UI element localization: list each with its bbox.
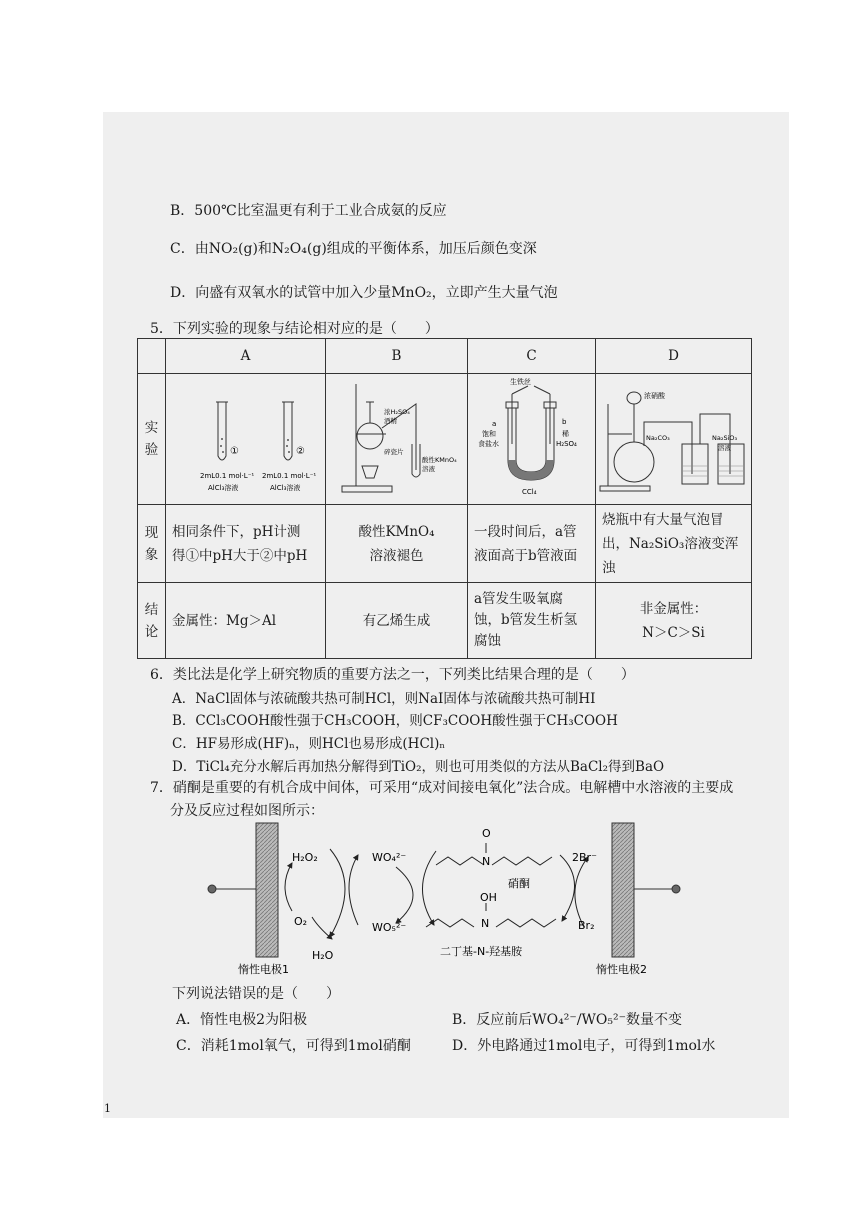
q7-question: 下列说法错误的是（ ） bbox=[172, 986, 340, 1002]
label-o2: O₂ bbox=[294, 915, 308, 928]
label-oh: OH bbox=[480, 891, 497, 904]
label-b-chips: 碎瓷片 bbox=[384, 448, 404, 456]
label-c-dilute: 稀 bbox=[562, 430, 569, 438]
figure-b bbox=[326, 374, 468, 505]
label-wo4: WO₄²⁻ bbox=[372, 851, 407, 864]
label-d-na2co3: Na₂CO₃ bbox=[646, 434, 670, 442]
col-header-d: D bbox=[596, 339, 752, 374]
conclusion-b: 有乙烯生成 bbox=[326, 583, 468, 659]
phenomenon-c-line2: 液面高于b管液面 bbox=[474, 547, 578, 564]
label-h2o2: H₂O₂ bbox=[292, 851, 318, 864]
label-b-h2so4: 浓H₂SO₄ bbox=[384, 408, 410, 416]
electrode-1 bbox=[256, 823, 278, 957]
label-a2: ② bbox=[296, 446, 305, 457]
phenomenon-a-line2: 得①中pH大于②中pH bbox=[172, 547, 308, 564]
figure-a bbox=[166, 374, 326, 505]
phenomenon-c bbox=[468, 505, 596, 583]
label-n-bottom: N bbox=[481, 917, 490, 930]
label-b-ethanol: 酒精 bbox=[384, 417, 397, 425]
q6-option-d: D．TiCl₄充分水解后再加热分解得到TiO₂，则也可用类似的方法从BaCl₂得到BaO bbox=[172, 759, 665, 775]
label-nitrone: 硝酮 bbox=[508, 877, 530, 890]
label-c-a: a bbox=[492, 420, 497, 428]
q6-stem: 6．类比法是化学上研究物质的重要方法之一，下列类比结果合理的是（ ） bbox=[150, 667, 635, 683]
label-d-nitric-acid: 浓硝酸 bbox=[644, 392, 665, 400]
conclusion-d bbox=[596, 583, 752, 659]
figure-c bbox=[468, 374, 596, 505]
q6-option-a: A．NaCl固体与浓硫酸共热可制HCl，则NaI固体与浓硫酸共热可制HI bbox=[172, 691, 596, 707]
conclusion-a: 金属性：Mg＞Al bbox=[166, 583, 326, 659]
phenomenon-d bbox=[596, 505, 752, 583]
conclusion-c-line2: 蚀，b管发生析氢 bbox=[474, 612, 578, 628]
phenomenon-b-line1: 酸性KMnO₄ bbox=[358, 523, 435, 540]
corner-cell bbox=[138, 339, 166, 374]
q7-stem-line1: 7．硝酮是重要的有机合成中间体，可采用“成对间接电氧化”法合成。电解槽中水溶液的主要成 bbox=[150, 780, 734, 796]
label-c-ccl4: CCl₄ bbox=[522, 488, 537, 496]
conclusion-d-line1: 非金属性： bbox=[639, 600, 708, 617]
q6-option-c: C．HF易形成(HF)ₙ，则HCl也易形成(HCl)ₙ bbox=[172, 736, 446, 752]
q6-option-b: B．CCl₃COOH酸性强于CH₃COOH，则CF₃COOH酸性强于CH₃COOH bbox=[172, 713, 618, 729]
label-a-sol1: AlCl₃溶液 bbox=[208, 484, 239, 492]
q7-option-d: D．外电路通过1mol电子，可得到1mol水 bbox=[452, 1038, 716, 1054]
conclusion-c-line1: a管发生吸氧腐 bbox=[474, 591, 564, 607]
label-o-top: O bbox=[482, 827, 491, 840]
q4-option-b: B．500℃比室温更有利于工业合成氨的反应 bbox=[170, 203, 447, 219]
label-a-conc1: 2mL0.1 mol·L⁻¹ bbox=[200, 472, 255, 480]
phenomenon-a bbox=[166, 505, 326, 583]
q4-option-d: D．向盛有双氧水的试管中加入少量MnO₂，立即产生大量气泡 bbox=[170, 285, 558, 301]
label-a-sol2: AlCl₃溶液 bbox=[270, 484, 301, 492]
label-n-top: N bbox=[482, 855, 491, 868]
q7-option-a: A．惰性电极2为阳极 bbox=[176, 1012, 308, 1028]
terminal-2 bbox=[672, 885, 680, 893]
label-a1: ① bbox=[230, 446, 239, 457]
electrode-2 bbox=[612, 823, 634, 957]
label-c-iron-wire: 生铁丝 bbox=[510, 378, 531, 386]
col-header-c: C bbox=[468, 339, 596, 374]
col-header-a: A bbox=[166, 339, 326, 374]
phenomenon-d-line2: 出，Na₂SiO₃溶液变浑浊 bbox=[602, 535, 739, 576]
conclusion-d-line2: N＞C＞Si bbox=[642, 624, 705, 641]
q4-option-c: C．由NO₂(g)和N₂O₄(g)组成的平衡体系，加压后颜色变深 bbox=[170, 241, 537, 257]
q7-reaction-diagram bbox=[200, 815, 690, 975]
phenomenon-b-line2: 溶液褪色 bbox=[369, 547, 424, 564]
label-br-minus: 2Br⁻ bbox=[572, 851, 597, 864]
page-number: 1 bbox=[104, 1102, 111, 1115]
label-b-kmno4: 酸性KMnO₄ bbox=[422, 456, 457, 464]
col-header-b: B bbox=[326, 339, 468, 374]
conclusion-c bbox=[468, 583, 596, 659]
label-b-solution: 溶液 bbox=[422, 465, 435, 473]
q7-option-b: B．反应前后WO₄²⁻/WO₅²⁻数量不变 bbox=[452, 1012, 682, 1028]
q5-table bbox=[137, 338, 752, 659]
label-d-solution: 溶液 bbox=[718, 444, 731, 452]
q7-option-c: C．消耗1mol氧气，可得到1mol硝酮 bbox=[176, 1038, 411, 1054]
label-c-brine: 食盐水 bbox=[478, 440, 499, 448]
label-c-h2so4: H₂SO₄ bbox=[556, 440, 577, 448]
label-wo5: WO₅²⁻ bbox=[372, 921, 407, 934]
conclusion-c-line3: 腐蚀 bbox=[474, 633, 501, 649]
label-h2o: H₂O bbox=[312, 949, 334, 962]
label-d-na2sio3: Na₂SiO₃ bbox=[712, 434, 738, 442]
label-hydroxylamine: 二丁基-N-羟基胺 bbox=[440, 945, 523, 958]
row-label-experiment: 实 验 bbox=[138, 374, 166, 505]
figure-d bbox=[596, 374, 752, 505]
phenomenon-b bbox=[326, 505, 468, 583]
label-a-conc2: 2mL0.1 mol·L⁻¹ bbox=[262, 472, 317, 480]
label-electrode-1: 惰性电极1 bbox=[238, 963, 289, 975]
row-label-phenomenon: 现 象 bbox=[138, 505, 166, 583]
label-br2: Br₂ bbox=[578, 919, 595, 932]
phenomenon-c-line1: 一段时间后，a管 bbox=[474, 523, 577, 540]
label-c-b: b bbox=[562, 418, 567, 426]
terminal-1 bbox=[208, 885, 216, 893]
phenomenon-a-line1: 相同条件下，pH计测 bbox=[172, 523, 301, 540]
label-electrode-2: 惰性电极2 bbox=[596, 963, 647, 975]
q5-stem: 5．下列实验的现象与结论相对应的是（ ） bbox=[150, 321, 439, 337]
phenomenon-d-line1: 烧瓶中有大量气泡冒 bbox=[602, 511, 724, 528]
row-label-conclusion: 结 论 bbox=[138, 583, 166, 659]
label-c-saturated: 饱和 bbox=[482, 430, 496, 438]
q7-stem-line2: 分及反应过程如图所示： bbox=[170, 803, 324, 819]
